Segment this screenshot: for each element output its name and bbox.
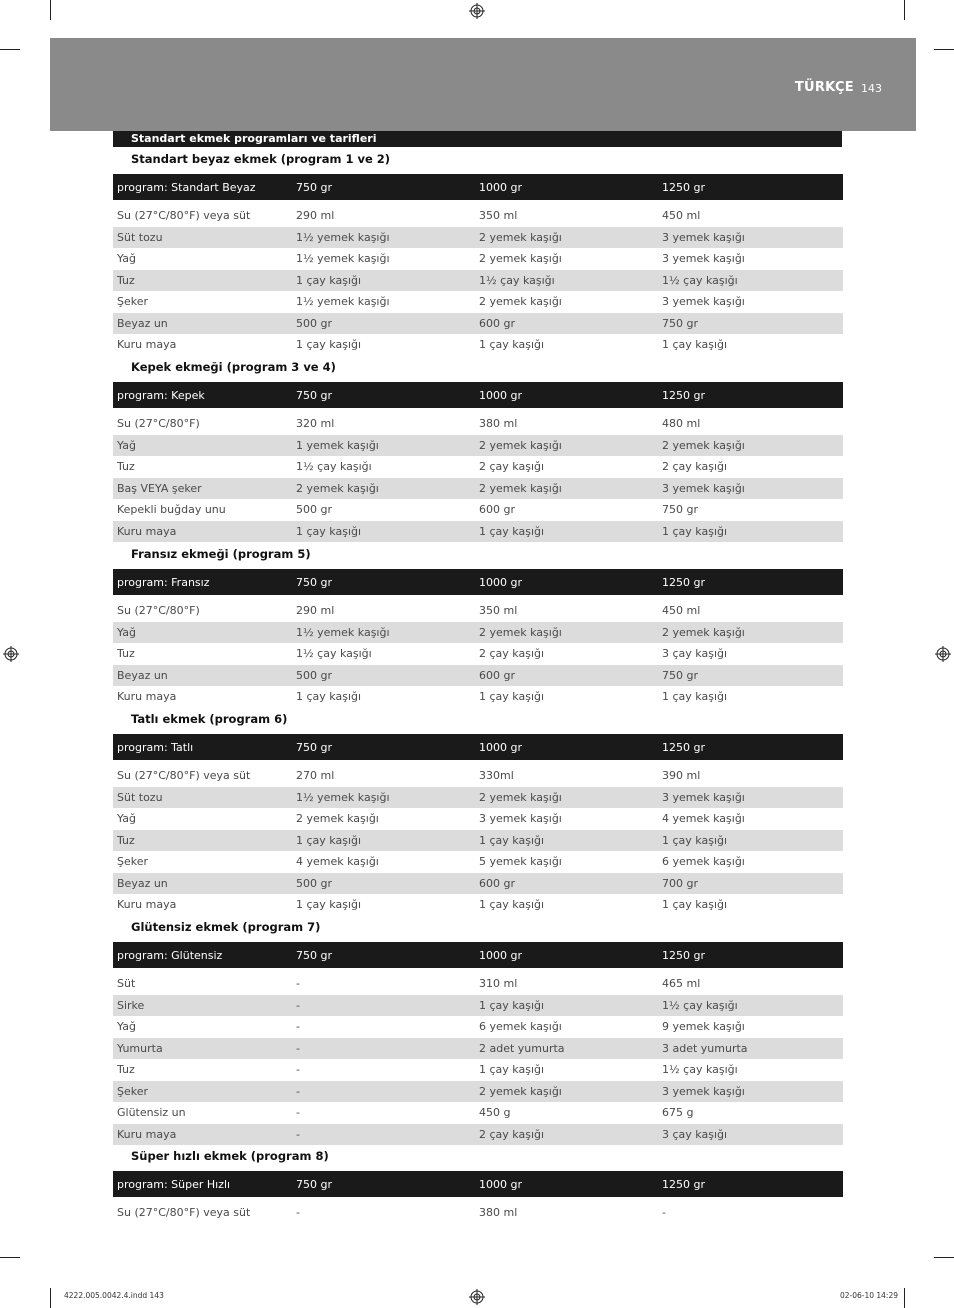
table-cell: Su (27°C/80°F) [117, 417, 200, 431]
table-row [113, 765, 843, 787]
table-cell: 1 çay kaşığı [296, 524, 362, 538]
table-cell: Tuz [117, 460, 135, 474]
table-cell: 1½ yemek kaşığı [296, 295, 390, 309]
table-cell: - [296, 1127, 300, 1141]
table-cell: 1 çay kaşığı [479, 338, 545, 352]
page-number: 143 [861, 82, 882, 95]
table-cell: 600 gr [479, 503, 515, 517]
table-cell: - [296, 1206, 300, 1220]
section-title: Standart ekmek programları ve tarifleri [113, 131, 842, 147]
table-cell: Tuz [117, 1063, 135, 1077]
table-header-cell: 1000 gr [479, 1177, 522, 1191]
table-cell: 450 ml [662, 604, 701, 618]
table-cell: 3 yemek kaşığı [662, 230, 745, 244]
table-cell: 1 çay kaşığı [296, 690, 362, 704]
table-cell: 2 adet yumurta [479, 1041, 565, 1055]
table-subtitle: Glütensiz ekmek (program 7) [131, 920, 321, 934]
table-row [113, 499, 843, 521]
table-row [113, 1038, 843, 1060]
table-row [113, 291, 843, 313]
table-cell: Kuru maya [117, 524, 177, 538]
table-row [113, 1124, 843, 1146]
table-cell: 1 çay kaşığı [479, 690, 545, 704]
table-row [113, 808, 843, 830]
table-header-cell: 1250 gr [662, 948, 705, 962]
table-cell: 4 yemek kaşığı [662, 812, 745, 826]
table-cell: 3 yemek kaşığı [662, 481, 745, 495]
table-cell: 1 çay kaşığı [479, 998, 545, 1012]
table-cell: Sirke [117, 998, 145, 1012]
recipe-table [113, 382, 843, 542]
table-header-cell: 750 gr [296, 740, 332, 754]
table-cell: 1½ çay kaşığı [296, 647, 372, 661]
table-cell: Kuru maya [117, 1127, 177, 1141]
table-cell: Kuru maya [117, 690, 177, 704]
table-cell: 3 yemek kaşığı [479, 812, 562, 826]
table-row [113, 686, 843, 708]
table-cell: 270 ml [296, 769, 335, 783]
table-cell: 6 yemek kaşığı [662, 855, 745, 869]
table-cell: 3 yemek kaşığı [662, 252, 745, 266]
table-row [113, 334, 843, 356]
table-cell: 700 gr [662, 876, 698, 890]
table-cell: 2 yemek kaşığı [479, 625, 562, 639]
table-row [113, 995, 843, 1017]
table-header-cell: program: Fransız [117, 575, 210, 589]
table-cell: 4 yemek kaşığı [296, 855, 379, 869]
registration-mark-icon [469, 1289, 485, 1305]
table-header-cell: 1000 gr [479, 740, 522, 754]
table-row [113, 227, 843, 249]
table-cell: - [296, 1084, 300, 1098]
table-cell: 380 ml [479, 417, 518, 431]
table-cell: 1 çay kaşığı [296, 273, 362, 287]
table-row [113, 830, 843, 852]
table-cell: 500 gr [296, 876, 332, 890]
table-row [113, 413, 843, 435]
recipe-table [113, 174, 843, 356]
table-cell: 2 yemek kaşığı [479, 481, 562, 495]
table-cell: Yağ [117, 1020, 136, 1034]
table-cell: 1 çay kaşığı [479, 898, 545, 912]
table-cell: 2 çay kaşığı [662, 460, 728, 474]
table-header-cell: 1250 gr [662, 388, 705, 402]
table-header-cell: 1250 gr [662, 740, 705, 754]
table-cell: - [296, 1063, 300, 1077]
table-row [113, 643, 843, 665]
table-cell: Beyaz un [117, 876, 168, 890]
crop-mark [50, 1288, 51, 1308]
table-cell: 350 ml [479, 209, 518, 223]
table-cell: 1 çay kaşığı [662, 338, 728, 352]
table-cell: 1½ yemek kaşığı [296, 625, 390, 639]
crop-mark [0, 49, 20, 50]
table-cell: 2 yemek kaşığı [479, 790, 562, 804]
table-row [113, 787, 843, 809]
table-cell: 2 yemek kaşığı [662, 438, 745, 452]
table-cell: 320 ml [296, 417, 335, 431]
table-cell: 2 yemek kaşığı [296, 481, 379, 495]
table-row [113, 600, 843, 622]
table-row [113, 313, 843, 335]
table-cell: Kuru maya [117, 898, 177, 912]
header-band [50, 38, 916, 131]
table-cell: 750 gr [662, 668, 698, 682]
table-cell: - [662, 1206, 666, 1220]
table-cell: 480 ml [662, 417, 701, 431]
table-cell: 1 çay kaşığı [479, 1063, 545, 1077]
table-header-cell: 1000 gr [479, 180, 522, 194]
table-header-cell: 1250 gr [662, 1177, 705, 1191]
table-cell: 1 çay kaşığı [296, 898, 362, 912]
table-cell: 380 ml [479, 1206, 518, 1220]
table-row [113, 248, 843, 270]
table-row [113, 456, 843, 478]
table-cell: 500 gr [296, 668, 332, 682]
table-cell: Şeker [117, 295, 149, 309]
recipe-table [113, 734, 843, 916]
table-cell: 1 yemek kaşığı [296, 438, 379, 452]
table-cell: 600 gr [479, 668, 515, 682]
table-row [113, 270, 843, 292]
table-cell: 1½ çay kaşığı [662, 1063, 738, 1077]
table-header-cell: 1000 gr [479, 575, 522, 589]
table-subtitle: Tatlı ekmek (program 6) [131, 712, 288, 726]
registration-mark-icon [469, 3, 485, 19]
table-header-cell: program: Süper Hızlı [117, 1177, 231, 1191]
table-cell: 1 çay kaşığı [662, 833, 728, 847]
language-label: TÜRKÇE [794, 80, 854, 95]
table-cell: 1 çay kaşığı [662, 898, 728, 912]
table-cell: Tuz [117, 647, 135, 661]
table-cell: 3 yemek kaşığı [662, 1084, 745, 1098]
table-cell: 2 çay kaşığı [479, 460, 545, 474]
table-cell: Kepekli buğday unu [117, 503, 226, 517]
table-header-cell: 750 gr [296, 180, 332, 194]
table-cell: Şeker [117, 855, 149, 869]
table-cell: 2 yemek kaşığı [479, 438, 562, 452]
table-cell: Yağ [117, 812, 136, 826]
table-row [113, 873, 843, 895]
table-cell: 1 çay kaşığı [296, 338, 362, 352]
table-header-cell: 1250 gr [662, 575, 705, 589]
table-subtitle: Standart beyaz ekmek (program 1 ve 2) [131, 152, 391, 166]
table-cell: 1½ yemek kaşığı [296, 790, 390, 804]
table-row [113, 665, 843, 687]
table-cell: - [296, 1020, 300, 1034]
table-cell: 9 yemek kaşığı [662, 1020, 745, 1034]
table-cell: Şeker [117, 1084, 149, 1098]
table-header-row [113, 382, 843, 408]
footer-file: 4222.005.0042.4.indd 143 [64, 1291, 164, 1300]
table-cell: 3 adet yumurta [662, 1041, 748, 1055]
table-cell: 1 çay kaşığı [662, 690, 728, 704]
table-cell: 2 yemek kaşığı [662, 625, 745, 639]
table-header-row [113, 569, 843, 595]
table-cell: 2 yemek kaşığı [479, 230, 562, 244]
table-cell: Su (27°C/80°F) veya süt [117, 209, 251, 223]
table-cell: 1½ çay kaşığı [662, 998, 738, 1012]
table-cell: Yağ [117, 252, 136, 266]
table-cell: 600 gr [479, 876, 515, 890]
table-row [113, 1202, 843, 1224]
table-header-cell: 750 gr [296, 575, 332, 589]
table-row [113, 435, 843, 457]
table-row [113, 205, 843, 227]
table-cell: 2 yemek kaşığı [479, 1084, 562, 1098]
table-cell: 5 yemek kaşığı [479, 855, 562, 869]
table-row [113, 1081, 843, 1103]
crop-mark [904, 1288, 905, 1308]
table-cell: Su (27°C/80°F) veya süt [117, 1206, 251, 1220]
table-cell: 1½ yemek kaşığı [296, 230, 390, 244]
table-header-cell: program: Glütensiz [117, 948, 223, 962]
crop-mark [0, 1257, 20, 1258]
table-cell: 2 yemek kaşığı [479, 295, 562, 309]
table-cell: 1 çay kaşığı [296, 833, 362, 847]
table-cell: 330ml [479, 769, 514, 783]
crop-mark [934, 1257, 954, 1258]
table-header-cell: program: Kepek [117, 388, 205, 402]
table-cell: Süt tozu [117, 230, 163, 244]
table-row [113, 478, 843, 500]
table-cell: 350 ml [479, 604, 518, 618]
table-cell: 290 ml [296, 604, 335, 618]
table-cell: Baş VEYA şeker [117, 481, 202, 495]
table-cell: 3 yemek kaşığı [662, 790, 745, 804]
table-cell: Süt [117, 977, 136, 991]
table-header-cell: program: Standart Beyaz [117, 180, 256, 194]
table-subtitle: Süper hızlı ekmek (program 8) [131, 1149, 329, 1163]
table-cell: Tuz [117, 273, 135, 287]
table-cell: 1½ çay kaşığı [662, 273, 738, 287]
table-header-row [113, 942, 843, 968]
table-cell: 3 çay kaşığı [662, 1127, 728, 1141]
table-cell: 500 gr [296, 503, 332, 517]
table-header-row [113, 1171, 843, 1197]
table-row [113, 851, 843, 873]
recipe-table [113, 942, 843, 1145]
table-cell: 1 çay kaşığı [662, 524, 728, 538]
table-cell: 290 ml [296, 209, 335, 223]
table-cell: - [296, 1106, 300, 1120]
table-cell: Yağ [117, 438, 136, 452]
table-cell: Beyaz un [117, 668, 168, 682]
registration-mark-icon [935, 646, 951, 662]
table-cell: Yumurta [117, 1041, 163, 1055]
table-subtitle: Kepek ekmeği (program 3 ve 4) [131, 360, 336, 374]
table-cell: 2 çay kaşığı [479, 1127, 545, 1141]
table-cell: 450 ml [662, 209, 701, 223]
table-cell: 2 yemek kaşığı [479, 252, 562, 266]
table-row [113, 1102, 843, 1124]
table-cell: - [296, 977, 300, 991]
table-subtitle: Fransız ekmeği (program 5) [131, 547, 311, 561]
recipe-table [113, 569, 843, 708]
table-cell: Su (27°C/80°F) [117, 604, 200, 618]
registration-mark-icon [3, 646, 19, 662]
table-row [113, 1016, 843, 1038]
table-cell: 600 gr [479, 316, 515, 330]
table-cell: 6 yemek kaşığı [479, 1020, 562, 1034]
table-cell: 390 ml [662, 769, 701, 783]
table-cell: 500 gr [296, 316, 332, 330]
table-header-cell: 750 gr [296, 948, 332, 962]
table-cell: 1½ çay kaşığı [296, 460, 372, 474]
crop-mark [50, 0, 51, 20]
table-cell: - [296, 998, 300, 1012]
crop-mark [904, 0, 905, 20]
table-cell: 2 yemek kaşığı [296, 812, 379, 826]
table-cell: 1 çay kaşığı [479, 524, 545, 538]
table-cell: 450 g [479, 1106, 511, 1120]
table-row [113, 973, 843, 995]
recipe-table [113, 1171, 843, 1224]
table-row [113, 1059, 843, 1081]
table-cell: Süt tozu [117, 790, 163, 804]
table-cell: Su (27°C/80°F) veya süt [117, 769, 251, 783]
footer-date: 02-06-10 14:29 [839, 1291, 898, 1300]
table-header-cell: 750 gr [296, 388, 332, 402]
table-cell: 310 ml [479, 977, 518, 991]
table-header-cell: 1000 gr [479, 948, 522, 962]
table-header-cell: program: Tatlı [117, 740, 194, 754]
table-cell: 675 g [662, 1106, 694, 1120]
table-row [113, 622, 843, 644]
table-cell: Glütensiz un [117, 1106, 186, 1120]
table-cell: 750 gr [662, 316, 698, 330]
table-header-row [113, 734, 843, 760]
table-cell: 1½ çay kaşığı [479, 273, 555, 287]
table-cell: Yağ [117, 625, 136, 639]
table-cell: 465 ml [662, 977, 701, 991]
table-cell: 3 yemek kaşığı [662, 295, 745, 309]
crop-mark [934, 49, 954, 50]
table-cell: 1½ yemek kaşığı [296, 252, 390, 266]
table-cell: Beyaz un [117, 316, 168, 330]
table-row [113, 521, 843, 543]
table-header-cell: 1250 gr [662, 180, 705, 194]
table-cell: 3 çay kaşığı [662, 647, 728, 661]
table-cell: Kuru maya [117, 338, 177, 352]
table-cell: 1 çay kaşığı [479, 833, 545, 847]
table-header-row [113, 174, 843, 200]
table-header-cell: 1000 gr [479, 388, 522, 402]
table-cell: - [296, 1041, 300, 1055]
table-cell: Tuz [117, 833, 135, 847]
table-cell: 750 gr [662, 503, 698, 517]
table-cell: 2 çay kaşığı [479, 647, 545, 661]
table-row [113, 894, 843, 916]
table-header-cell: 750 gr [296, 1177, 332, 1191]
